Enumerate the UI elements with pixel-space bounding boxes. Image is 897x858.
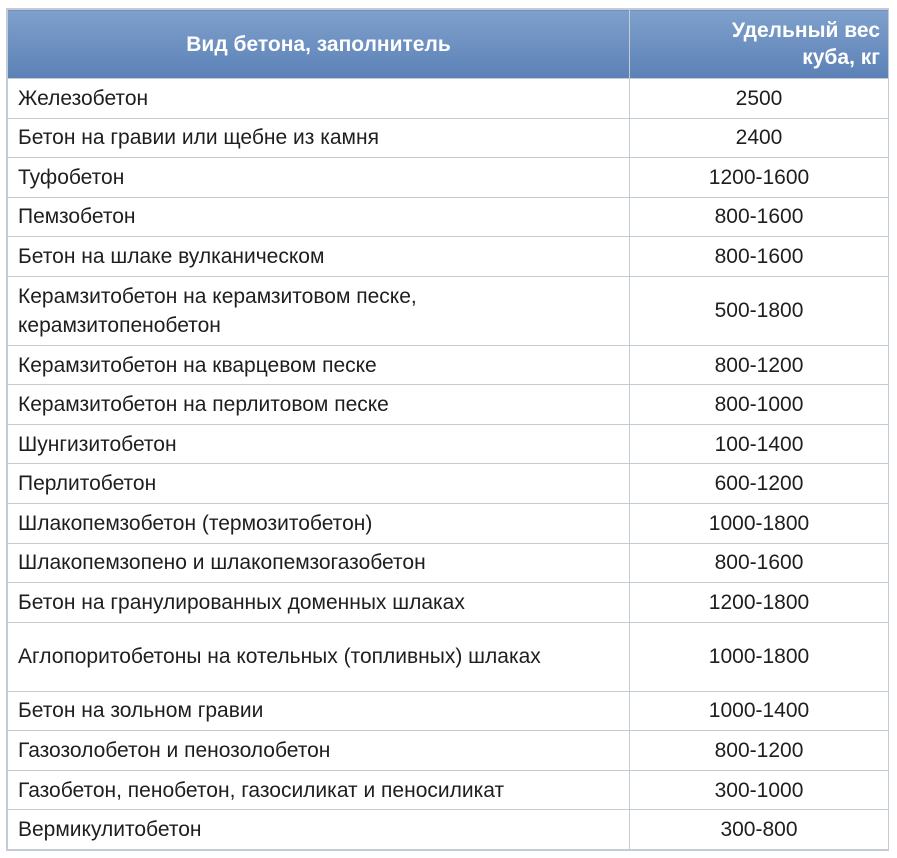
unit-weight-cell: 100-1400: [630, 424, 889, 464]
table-row: [8, 79, 889, 119]
table-row: [8, 622, 889, 691]
concrete-type-cell: Пемзобетон: [8, 197, 630, 237]
data-table: [7, 9, 889, 850]
unit-weight-cell: 800-1600: [630, 543, 889, 583]
unit-weight-cell: 300-1000: [630, 770, 889, 810]
unit-weight-cell: 1000-1800: [630, 504, 889, 544]
concrete-type-cell: Бетон на гравии или щебне из камня: [8, 118, 630, 158]
table-row: [8, 543, 889, 583]
unit-weight-cell: 1200-1800: [630, 583, 889, 623]
unit-weight-cell: 600-1200: [630, 464, 889, 504]
table-row: [8, 424, 889, 464]
concrete-type-cell: Перлитобетон: [8, 464, 630, 504]
unit-weight-cell: 1200-1600: [630, 158, 889, 198]
concrete-type-cell: Керамзитобетон на керамзитовом песке, керамзитопенобетон: [8, 276, 630, 345]
concrete-type-cell: Бетон на гранулированных доменных шлаках: [8, 583, 630, 623]
concrete-type-cell: Газобетон, пенобетон, газосиликат и пеносиликат: [8, 770, 630, 810]
unit-weight-cell: 1000-1800: [630, 622, 889, 691]
table-row: [8, 770, 889, 810]
table-row: [8, 276, 889, 345]
table-row: [8, 118, 889, 158]
concrete-type-cell: Бетон на шлаке вулканическом: [8, 237, 630, 277]
concrete-type-cell: Керамзитобетон на перлитовом песке: [8, 385, 630, 425]
concrete-weight-table: [6, 8, 889, 851]
unit-weight-cell: 2500: [630, 79, 889, 119]
unit-weight-cell: 800-1600: [630, 197, 889, 237]
header-unit-weight-line1: Удельный вес: [731, 19, 880, 42]
concrete-type-cell: Шлакопемзобетон (термозитобетон): [8, 504, 630, 544]
header-unit-weight: [630, 10, 889, 79]
table-row: [8, 504, 889, 544]
table-row: [8, 731, 889, 771]
unit-weight-cell: 800-1200: [630, 345, 889, 385]
concrete-type-cell: Железобетон: [8, 79, 630, 119]
concrete-type-cell: Шунгизитобетон: [8, 424, 630, 464]
table-row: [8, 158, 889, 198]
unit-weight-cell: 1000-1400: [630, 691, 889, 731]
header-unit-weight-line2: куба, кг: [802, 46, 880, 69]
table-row: [8, 464, 889, 504]
concrete-type-cell: Туфобетон: [8, 158, 630, 198]
table-row: [8, 345, 889, 385]
concrete-type-cell: Керамзитобетон на кварцевом песке: [8, 345, 630, 385]
table-row: [8, 810, 889, 850]
unit-weight-cell: 2400: [630, 118, 889, 158]
table-row: [8, 237, 889, 277]
unit-weight-cell: 500-1800: [630, 276, 889, 345]
concrete-type-cell: Газозолобетон и пенозолобетон: [8, 731, 630, 771]
concrete-type-cell: Аглопоритобетоны на котельных (топливных) шлаках: [8, 622, 630, 691]
unit-weight-cell: 800-1600: [630, 237, 889, 277]
unit-weight-cell: 300-800: [630, 810, 889, 850]
unit-weight-cell: 800-1000: [630, 385, 889, 425]
concrete-type-cell: Бетон на зольном гравии: [8, 691, 630, 731]
header-concrete-type: Вид бетона, заполнитель: [8, 10, 630, 79]
table-row: [8, 197, 889, 237]
concrete-type-cell: Вермикулитобетон: [8, 810, 630, 850]
table-header-row: [8, 10, 889, 79]
table-row: [8, 691, 889, 731]
unit-weight-cell: 800-1200: [630, 731, 889, 771]
table-row: [8, 385, 889, 425]
table-row: [8, 583, 889, 623]
concrete-type-cell: Шлакопемзопено и шлакопемзогазобетон: [8, 543, 630, 583]
